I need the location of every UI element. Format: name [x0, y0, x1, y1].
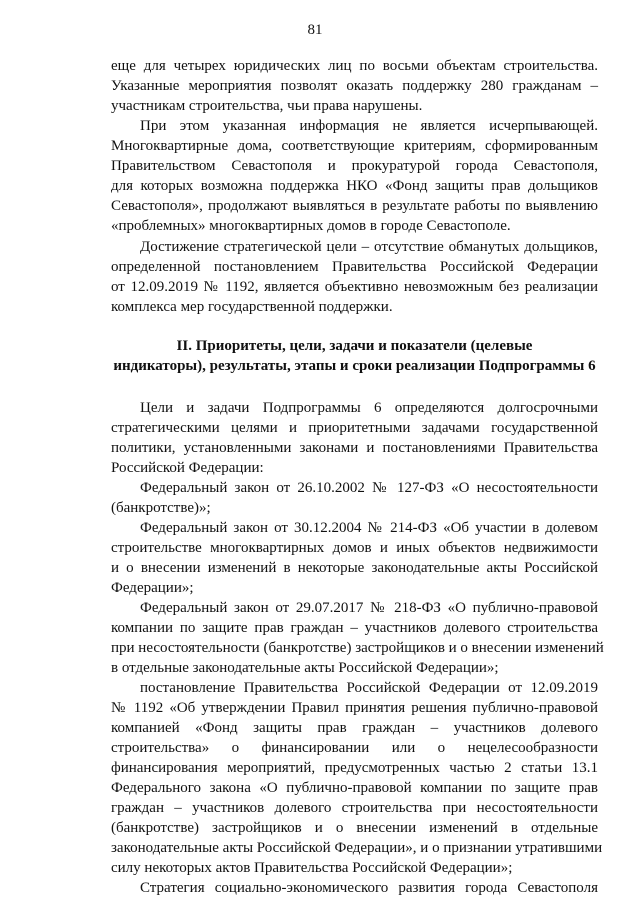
paragraph-first-line: Достижение стратегической цели – отсутствие обманутых дольщиков, [140, 239, 598, 255]
paragraph-first-line: Стратегия социально-экономического развития города Севастополя [140, 880, 598, 896]
text-line: Правительством Севастополя и прокуратурой города Севастополя, [111, 158, 598, 174]
text-line: Севастополя», продолжают выявляться в результате работы по выявлению [111, 198, 598, 214]
paragraph-first-line: Федеральный закон от 26.10.2002 № 127-ФЗ «О несостоятельности [140, 480, 598, 496]
text-line: строительства» о финансировании или о нецелесообразности [111, 740, 598, 756]
text-line: Федерации»; [111, 580, 194, 596]
page-number: 81 [307, 22, 323, 38]
text-line: Федерального закона «О публично-правовой компании по защите прав [111, 780, 598, 796]
text-line: определенной постановлением Правительства Российской Федерации [111, 259, 598, 275]
text-line: при несостоятельности (банкротстве) застройщиков и о внесении изменений [111, 640, 604, 656]
text-line: участникам строительства, чьи права нарушены. [111, 98, 423, 114]
text-line: еще для четырех юридических лиц по восьми объектам строительства. [111, 58, 598, 74]
text-line: от 12.09.2019 № 1192, является объективно невозможным без реализации [111, 279, 598, 295]
text-line: Указанные мероприятия позволят оказать поддержку 280 гражданам – [111, 78, 598, 94]
text-line: (банкротстве)»; [111, 500, 211, 516]
text-line: и о внесении изменений в некоторые законодательные акты Российской [111, 560, 598, 576]
text-line: граждан – участников долевого строительства при несостоятельности [111, 800, 598, 816]
text-line: политики, установленными законами и постановлениями Правительства [111, 440, 598, 456]
text-line: финансирования мероприятий, предусмотренных частью 2 статьи 13.1 [111, 760, 598, 776]
text-line: «проблемных» многоквартирных домов в городе Севастополе. [111, 218, 511, 234]
text-line: силу некоторых актов Правительства Российской Федерации»; [111, 860, 513, 876]
text-line: законодательные акты Российской Федерации», и о признании утратившими [111, 840, 603, 856]
paragraph-first-line: При этом указанная информация не является исчерпывающей. [140, 118, 598, 134]
paragraph-first-line: Цели и задачи Подпрограммы 6 определяются долгосрочными [140, 400, 598, 416]
text-line: компанией «Фонд защиты прав граждан – участников долевого [111, 720, 598, 736]
section-title: индикаторы), результаты, этапы и сроки реализации Подпрограммы 6 [113, 358, 596, 374]
text-line: компании по защите прав граждан – участников долевого строительства [111, 620, 598, 636]
text-line: комплекса мер государственной поддержки. [111, 299, 393, 315]
section-title: II. Приоритеты, цели, задачи и показатели (целевые [176, 338, 533, 354]
paragraph-first-line: Федеральный закон от 30.12.2004 № 214-ФЗ «Об участии в долевом [140, 520, 598, 536]
text-line: (банкротстве) застройщиков и о внесении изменений в отдельные [111, 820, 598, 836]
paragraph-first-line: Федеральный закон от 29.07.2017 № 218-ФЗ «О публично-правовой [140, 600, 598, 616]
text-line: в отдельные законодательные акты Российской Федерации»; [111, 660, 499, 676]
text-line: строительстве многоквартирных домов и иных объектов недвижимости [111, 540, 598, 556]
text-line: для которых возможна поддержка НКО «Фонд защиты прав дольщиков [111, 178, 598, 194]
text-line: Многоквартирные дома, соответствующие критериям, сформированным [111, 138, 598, 154]
text-line: Российской Федерации: [111, 460, 264, 476]
text-line: стратегическими целями и приоритетными задачами государственной [111, 420, 598, 436]
text-line: № 1192 «Об утверждении Правил принятия решения публично-правовой [111, 700, 598, 716]
paragraph-first-line: постановление Правительства Российской Федерации от 12.09.2019 [140, 680, 598, 696]
